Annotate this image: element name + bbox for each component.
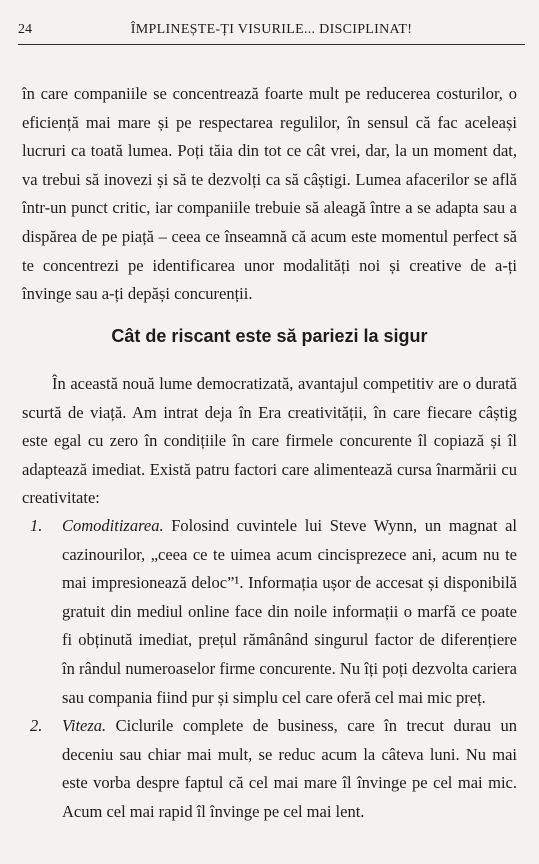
- section-paragraph-block: [22, 370, 517, 513]
- page-number: 24: [18, 22, 32, 37]
- list-item-term: Viteza.: [62, 716, 107, 736]
- intro-paragraph: în care companiile se concentrează foarte mult pe reducerea costurilor, o eficiență mai mare și pe respectarea regulilor, în sensul că fac aceleași lucruri ca toată lumea. Poți tăia din tot ce cât vrei, dar, la un moment dat, va trebui să inovezi și să te dezvolți ca să câștigi. Lumea afacerilor se află într-un punct critic, iar companiile trebuie să aleagă între a se adapta sau a dispărea de pe piață – ceea ce înseamnă că acum este momentul perfect să te concentrezi pe identificarea unor modalități noi și creative de a-ți învinge sau a-ți depăși concurenții.: [22, 84, 517, 304]
- running-title: ÎMPLINEȘTE-ȚI VISURILE... DISCIPLINAT!: [130, 22, 413, 37]
- list-item: [22, 512, 517, 712]
- list-item-text: Ciclurile complete de business, care în trecut durau un deceniu sau chiar mai mult, se reduc acum la câteva luni. Nu mai este vorba despre faptul că cel mai mare îl învinge pe cel mai mic. Acum cel mai rapid îl învinge pe cel mai lent.: [62, 716, 517, 821]
- list-item-number: 2.: [30, 716, 43, 736]
- page-header: [18, 20, 525, 45]
- section-paragraph: În această nouă lume democratizată, avantajul competitiv are o durată scurtă de viață. Am intrat deja în Era creativității, în care fiecare câștig este egal cu zero în condițiile în care firmele concurente îl copiază și îl adaptează imediat. Există patru factori care alimentează cursa înarmării cu creativitate:: [22, 374, 517, 508]
- factor-list: [22, 512, 517, 827]
- list-item-number: 1.: [30, 516, 43, 535]
- list-item-term: Comoditizarea.: [62, 516, 164, 535]
- intro-paragraph-block: [22, 80, 517, 309]
- list-item-text: Folosind cuvintele lui Steve Wynn, un magnat al cazinourilor, „ceea ce te uimea acum cincisprezece ani, acum nu te mai impresionează deloc”¹. Informația ușor de accesat și disponibilă gratuit din mediul online face din noile informații o marfă ce poate fi obținută imediat, prețul rămânând singurul factor de diferențiere în rândul numeroaselor firme concurente. Nu îți poți dezvolta cariera sau compania fiind pur și simplu cel care oferă cel mai mic preț.: [62, 516, 517, 707]
- list-item: [22, 712, 517, 826]
- section-heading: Cât de riscant este să pariezi la sigur: [111, 326, 428, 346]
